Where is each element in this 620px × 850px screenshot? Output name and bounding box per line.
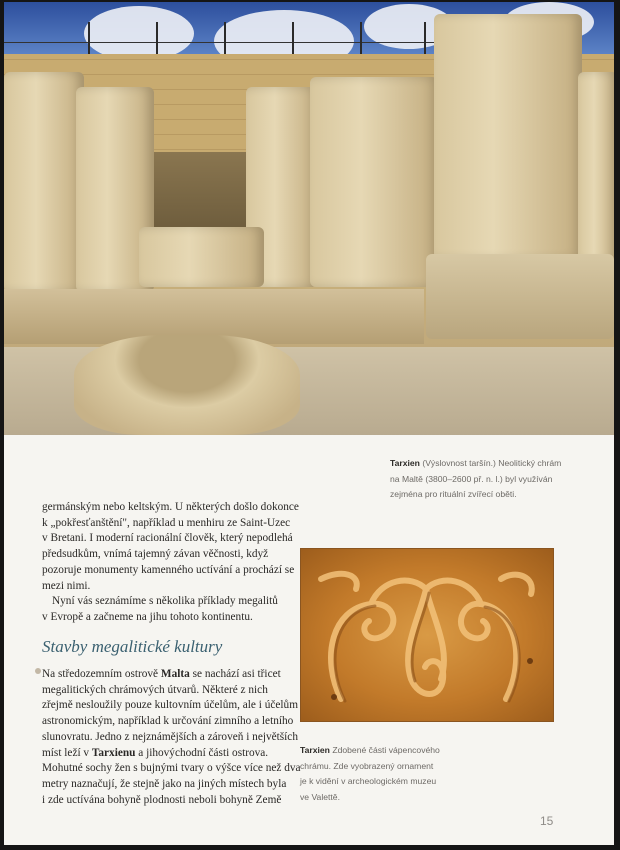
text-run: a jihovýchodní části ostrova. [135,746,269,759]
text-run: se nachází asi třicet [189,668,281,680]
text-line: germánským nebo keltským. U některých došlo dokonce [42,501,299,513]
text-line: předsudkům, vnímá tajemný závan věčnosti, když [42,548,269,561]
caption-text: Zdobené části vápencového [332,745,440,755]
relief-hole [331,694,337,700]
stone-slab [434,14,582,259]
text-line: Nyní vás seznámíme s několika příklady megalitů [52,595,278,608]
text-line [42,667,292,683]
caption-line [300,745,440,755]
section-heading: Stavby megalitické kultury [42,637,223,656]
book-page [4,2,614,845]
text-line: astronomickým, například k určování zimního a letního [42,715,294,728]
caption-title: Tarxien [300,745,330,755]
text-line: slunovratu. Jedno z nejznámějších a zároveň i největších [42,730,298,743]
tarxien-temple-photo [4,2,614,435]
caption-title: Tarxien [390,458,420,468]
text-line [42,746,292,762]
intro-paragraph [42,500,299,626]
spiral-ornament [301,549,553,721]
stone-block [426,254,614,339]
text-line: metry naznačují, že stejně jako na jiných místech byla [42,777,287,790]
paragraph-marker [35,668,41,674]
spiral-relief-photo [300,548,554,722]
stone-slab [578,72,614,262]
caption-line: ve Valettě. [300,791,340,802]
page-number: 15 [540,814,554,828]
stone-slab [310,77,438,287]
text-run: míst leží v [42,746,92,759]
stone-basin [74,335,300,435]
text-line: Mohutné sochy žen s bujnými tvary o výšce více než dva [42,762,301,775]
caption-line: na Maltě (3800–2600 př. n. l.) byl využíván [390,473,553,484]
text-line: mezi nimi. [42,579,91,592]
relief-hole [527,658,533,664]
text-line: v Evropě a začneme na jihu tohoto kontinentu. [42,610,253,623]
caption-text: (Výslovnost taršín.) Neolitický chrám [422,458,562,468]
text-run: Na středozemním ostrově [42,668,161,680]
niche-shadow [154,152,254,232]
text-line: k „pokřesťanštění", například u menhiru ze Saint-Uzec [42,516,291,529]
caption-line [390,458,561,468]
bold-term-malta: Malta [160,668,190,680]
photo-caption [390,456,590,503]
relief-caption [300,743,480,805]
text-line: megalitických chrámových útvarů. Některé z nich [42,683,268,696]
malta-paragraph [42,667,301,808]
carved-altar-block [139,227,264,287]
caption-line: zejména pro rituální zvířecí oběti. [390,489,517,499]
stone-slab [4,72,84,292]
caption-line: chrámu. Zde vyobrazený ornament [300,760,434,771]
text-line: zřejmě nesloužily pouze kultovním účelům, ale i účelům [42,699,298,712]
text-line: i zde uctívána bohyně plodnosti neboli bohyně Země [42,793,282,806]
caption-line: je k vidění v archeologickém muzeu [300,776,437,786]
bold-term-tarxien: Tarxienu [91,746,136,759]
text-line: pozoruje monumenty kamenného uctívání a prochází se [42,563,295,576]
text-line: v Bretani. I moderní racionální člověk, který nepodlehá [42,532,293,545]
